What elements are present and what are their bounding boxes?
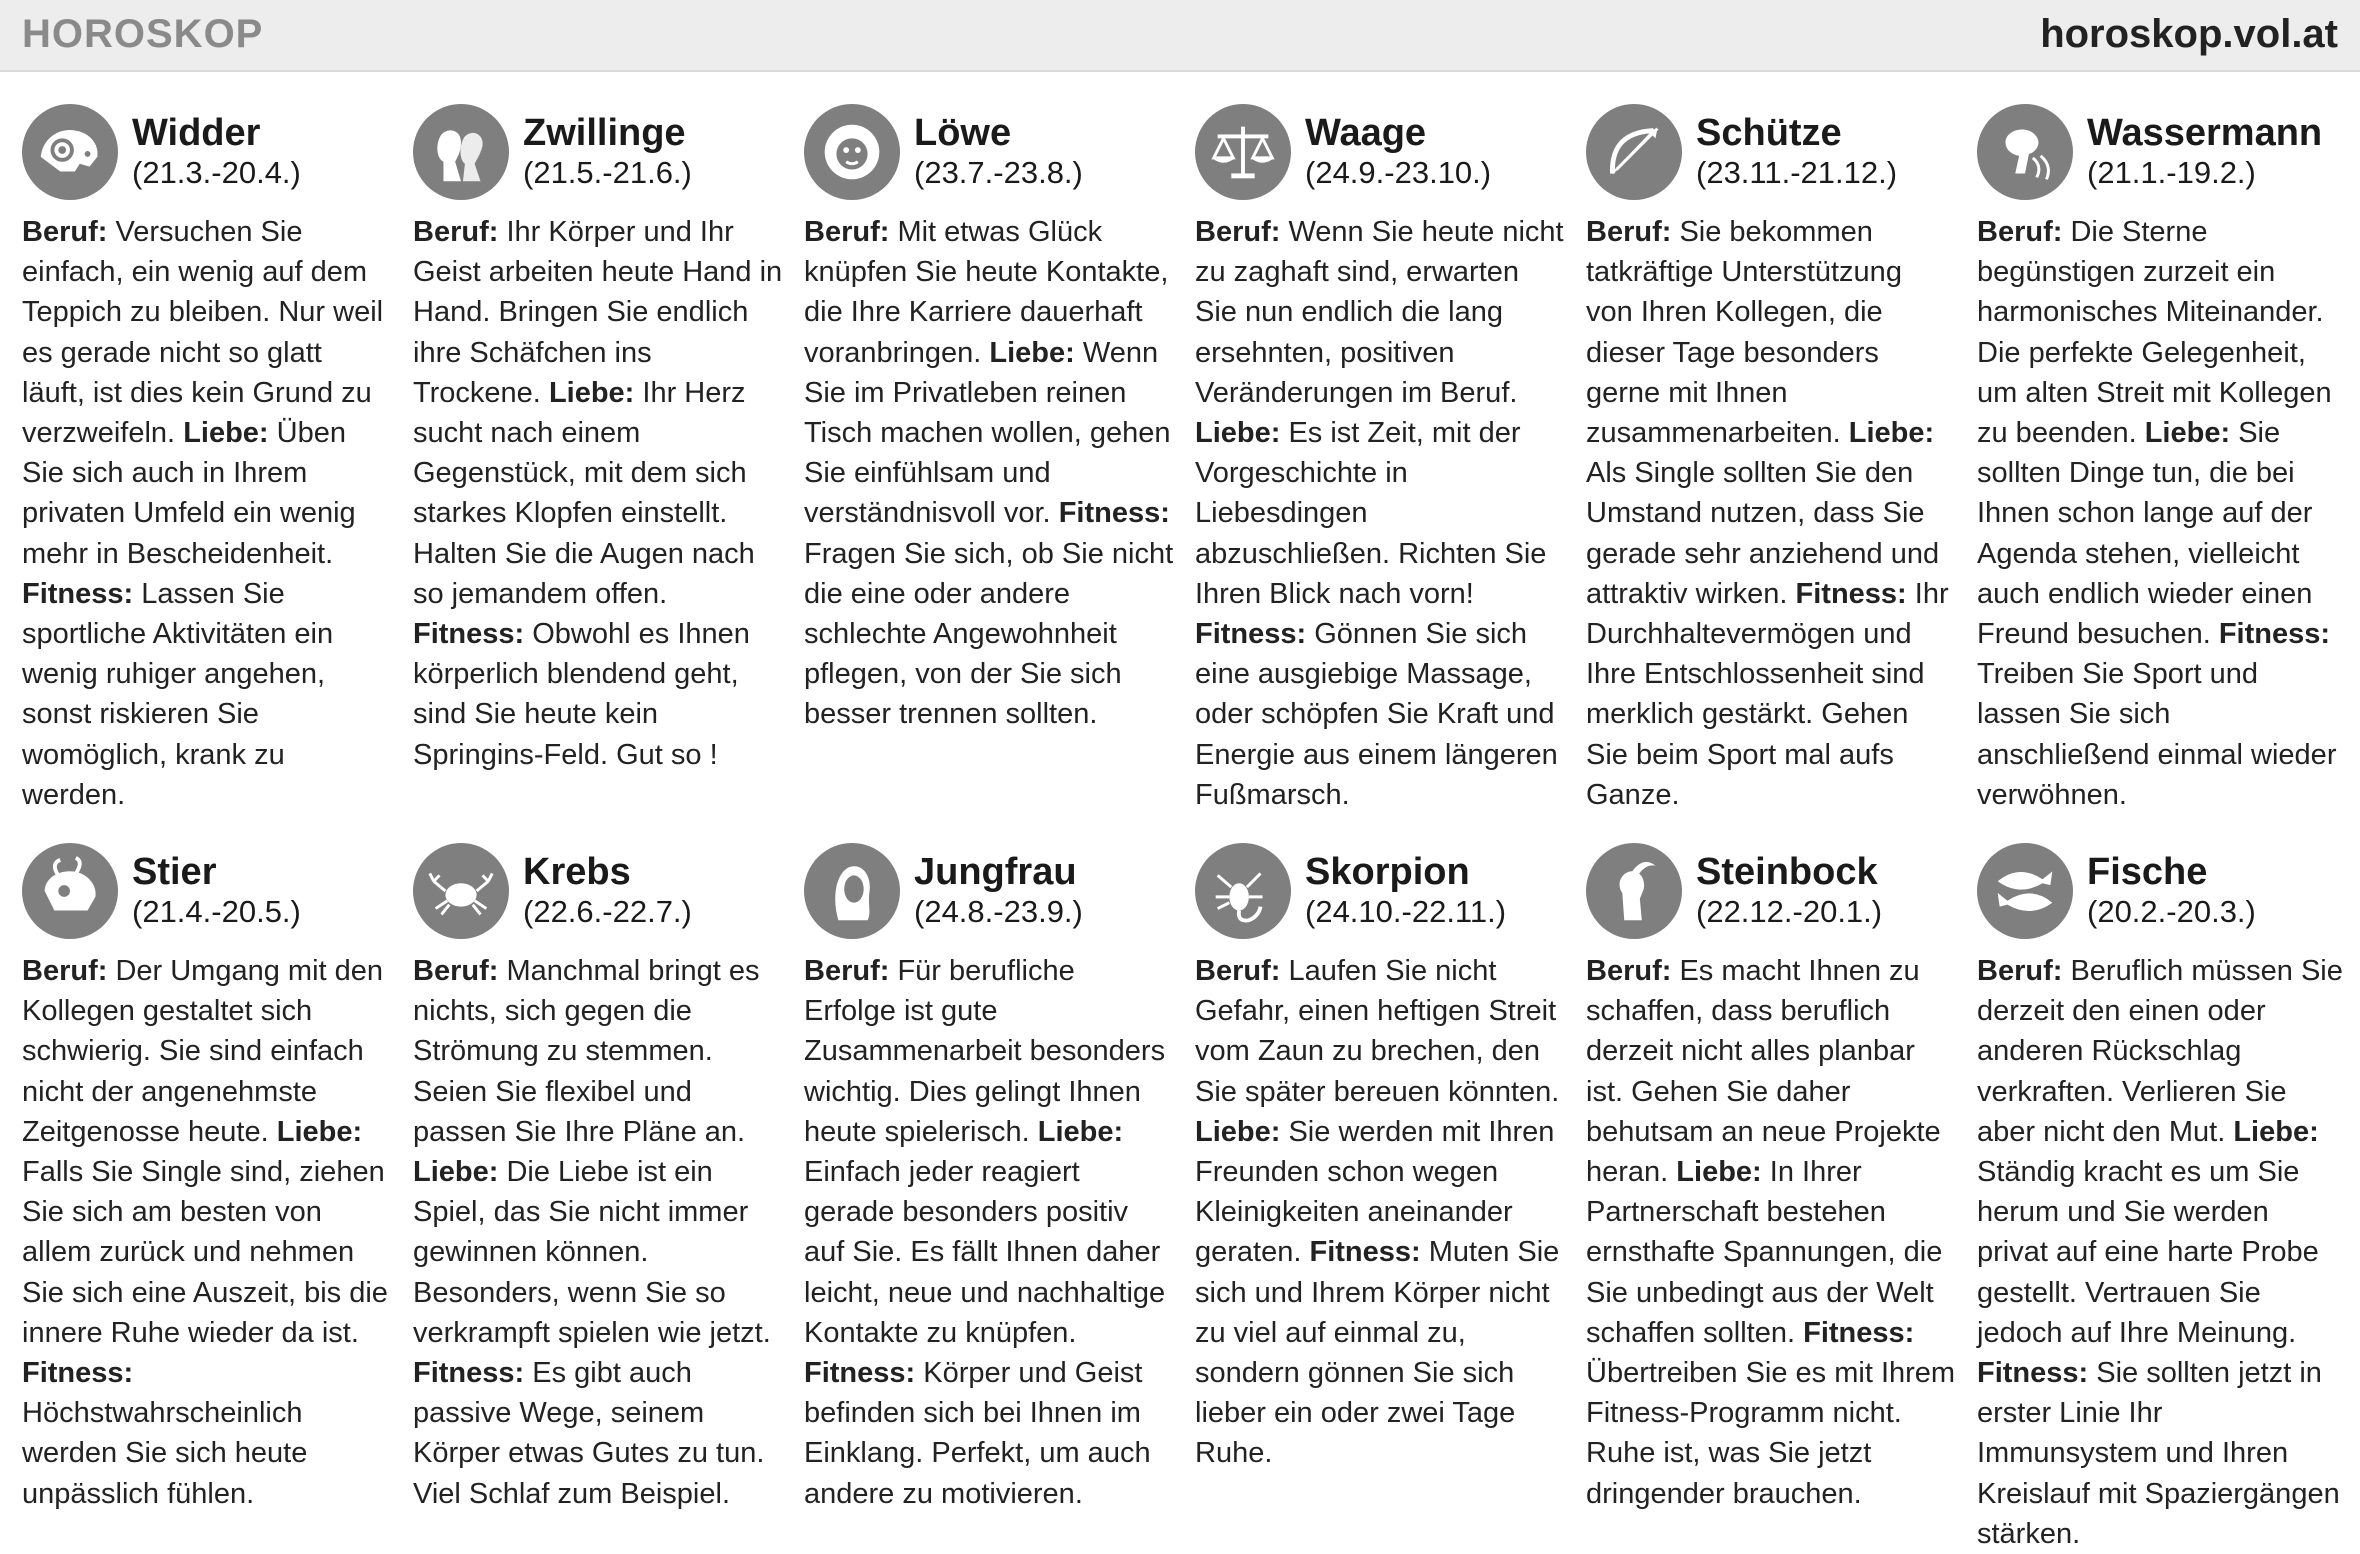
- site-url[interactable]: horoskop.vol.at: [2040, 12, 2338, 56]
- twins-icon: [413, 104, 509, 200]
- card-header: [1586, 839, 1956, 943]
- sign-heading: [2087, 112, 2322, 192]
- card-header: [804, 839, 1174, 943]
- card-header: [413, 839, 783, 943]
- beruf-label: Beruf:: [22, 955, 108, 988]
- liebe-label: Liebe:: [548, 376, 635, 409]
- liebe-text: Sie werden mit Ihren Freunden schon wegen Kleinigkeiten aneinander geraten.: [1195, 1115, 1555, 1269]
- lion-icon: [804, 104, 900, 200]
- horoscope-card-schütze: [1586, 100, 1956, 815]
- horoscope-text: [1586, 951, 1956, 1514]
- fitness-label: Fitness:: [1795, 577, 1907, 610]
- sign-name: Stier: [132, 851, 217, 894]
- beruf-text: Sie bekommen tatkräftige Unterstützung von Ihren Kollegen, die dieser Tage besonders gerne mit Ihnen zusammenarbeiten.: [1586, 216, 1902, 450]
- bull-icon: [22, 843, 118, 939]
- horoscope-card-fische: [1977, 839, 2347, 1554]
- fitness-label: Fitness:: [2218, 618, 2331, 651]
- beruf-text: Der Umgang mit den Kollegen gestaltet sich schwierig. Sie sind einfach nicht der angenehmste Zeitgenosse heute.: [22, 955, 384, 1148]
- sign-dates: (23.11.-21.12.): [1696, 155, 1898, 190]
- beruf-label: Beruf:: [1195, 216, 1281, 248]
- sign-dates: (21.5.-21.6.): [523, 155, 692, 190]
- scales-icon: [1195, 104, 1291, 200]
- card-header: [1195, 100, 1565, 204]
- card-header: [1977, 100, 2347, 204]
- liebe-text: Die Liebe ist ein Spiel, das Sie nicht immer gewinnen können. Besonders, wenn Sie so verkrampft spielen wie jetzt.: [413, 1156, 771, 1349]
- beruf-label: Beruf:: [1195, 955, 1281, 988]
- horoscope-card-skorpion: [1195, 839, 1565, 1554]
- liebe-label: Liebe:: [1195, 417, 1281, 450]
- sign-name: Krebs: [523, 851, 631, 894]
- sign-name: Steinbock: [1696, 851, 1878, 894]
- beruf-label: Beruf:: [804, 955, 890, 988]
- sign-name: Skorpion: [1305, 851, 1470, 894]
- horoscope-card-steinbock: [1586, 839, 1956, 1554]
- horoscope-text: [22, 951, 392, 1514]
- sign-heading: [2087, 851, 2256, 931]
- fitness-label: Fitness:: [1309, 1236, 1421, 1269]
- beruf-label: Beruf:: [1977, 216, 2063, 248]
- beruf-label: Beruf:: [1586, 955, 1672, 988]
- horoscope-text: [1977, 951, 2347, 1554]
- sign-heading: [914, 851, 1083, 931]
- horoscope-grid: [0, 100, 2360, 1554]
- liebe-text: Wenn Sie im Privatleben reinen Tisch machen wollen, gehen Sie einfühlsam und verständnisvoll vor.: [804, 336, 1171, 530]
- fitness-text: Lassen Sie sportliche Aktivitäten ein wenig ruhiger angehen, sonst riskieren Sie womöglich, krank zu werden.: [22, 577, 334, 811]
- card-header: [804, 100, 1174, 204]
- horoscope-text: [1586, 212, 1956, 815]
- liebe-text: Üben Sie sich auch in Ihrem privaten Umfeld ein wenig mehr in Bescheidenheit.: [22, 417, 356, 570]
- beruf-label: Beruf:: [413, 216, 499, 248]
- liebe-label: Liebe:: [2144, 417, 2231, 450]
- beruf-label: Beruf:: [413, 955, 499, 988]
- sign-heading: [132, 851, 301, 931]
- fitness-label: Fitness:: [1977, 1357, 2089, 1390]
- fitness-text: Körper und Geist befinden sich bei Ihnen im Einklang. Perfekt, um auch andere zu motivieren.: [804, 1357, 1151, 1510]
- horoscope-text: [804, 951, 1174, 1514]
- liebe-text: Sie sollten Dinge tun, die bei Ihnen schon lange auf der Agenda stehen, vielleicht auch endlich wieder einen Freund besuchen.: [1977, 417, 2313, 651]
- fitness-label: Fitness:: [22, 577, 134, 610]
- card-header: [413, 100, 783, 204]
- sign-dates: (22.12.-20.1.): [1696, 894, 1883, 930]
- card-header: [22, 100, 392, 204]
- horoscope-card-löwe: [804, 100, 1174, 815]
- fitness-label: Fitness:: [22, 1357, 134, 1390]
- sign-dates: (22.6.-22.7.): [523, 894, 692, 930]
- beruf-label: Beruf:: [1977, 955, 2063, 988]
- water-bearer-icon: [1977, 104, 2073, 200]
- horoscope-text: [1195, 951, 1565, 1474]
- beruf-text: Mit etwas Glück knüpfen Sie heute Kontakte, die Ihre Karriere dauerhaft voranbringen.: [804, 216, 1169, 369]
- fitness-label: Fitness:: [1058, 497, 1170, 530]
- card-header: [22, 839, 392, 943]
- liebe-label: Liebe:: [1848, 417, 1935, 450]
- sign-heading: [914, 112, 1083, 192]
- horoscope-card-widder: [22, 100, 392, 815]
- bow-icon: [1586, 104, 1682, 200]
- fitness-text: Übertreiben Sie es mit Ihrem Fitness-Programm nicht. Ruhe ist, was Sie jetzt dringender brauchen.: [1586, 1357, 1956, 1510]
- beruf-text: Ihr Körper und Ihr Geist arbeiten heute Hand in Hand. Bringen Sie endlich ihre Schäfchen ins Trockene.: [413, 216, 783, 409]
- horoscope-card-wassermann: [1977, 100, 2347, 815]
- liebe-text: In Ihrer Partnerschaft bestehen ernsthafte Spannungen, die Sie unbedingt aus der Welt schaffen sollten.: [1586, 1156, 1943, 1349]
- horoscope-text: [413, 212, 783, 775]
- ram-icon: [22, 104, 118, 200]
- beruf-label: Beruf:: [1586, 216, 1672, 248]
- page-header: [0, 0, 2360, 72]
- liebe-label: Liebe:: [989, 336, 1075, 369]
- liebe-label: Liebe:: [413, 1156, 499, 1189]
- liebe-text: Ihr Herz sucht nach einem Gegenstück, mit dem sich starkes Klopfen einstellt. Halten Sie die Augen nach so jemandem offen.: [413, 376, 755, 610]
- sign-heading: [1696, 851, 1882, 931]
- virgin-icon: [804, 843, 900, 939]
- horoscope-card-zwillinge: [413, 100, 783, 815]
- sign-dates: (21.1.-19.2.): [2087, 155, 2256, 190]
- liebe-label: Liebe:: [1037, 1115, 1124, 1148]
- beruf-label: Beruf:: [22, 216, 108, 248]
- liebe-label: Liebe:: [276, 1115, 363, 1148]
- fitness-text: Ihr Durchhaltevermögen und Ihre Entschlossenheit sind merklich gestärkt. Gehen Sie beim Sport mal aufs Ganze.: [1586, 577, 1949, 811]
- sign-name: Wassermann: [2087, 112, 2323, 154]
- sign-name: Waage: [1305, 112, 1427, 154]
- sign-heading: [523, 112, 692, 192]
- sign-dates: (24.10.-22.11.): [1305, 894, 1507, 930]
- sign-name: Zwillinge: [523, 112, 686, 154]
- card-header: [1977, 839, 2347, 943]
- beruf-text: Es macht Ihnen zu schaffen, dass beruflich derzeit nicht alles planbar ist. Gehen Sie daher behutsam an neue Projekte heran.: [1586, 955, 1941, 1189]
- sign-heading: [1305, 112, 1491, 192]
- sign-dates: (24.9.-23.10.): [1305, 155, 1492, 190]
- sign-dates: (21.4.-20.5.): [132, 894, 301, 930]
- liebe-text: Falls Sie Single sind, ziehen Sie sich am besten von allem zurück und nehmen Sie sich eine Auszeit, bis die innere Ruhe wieder da ist.: [22, 1156, 388, 1349]
- beruf-text: Versuchen Sie einfach, ein wenig auf dem Teppich zu bleiben. Nur weil es gerade nicht so glatt läuft, ist dies kein Grund zu verzweifeln.: [22, 216, 384, 450]
- sign-name: Schütze: [1696, 112, 1842, 154]
- fitness-label: Fitness:: [1195, 618, 1307, 651]
- fitness-label: Fitness:: [1803, 1316, 1915, 1349]
- fitness-text: Treiben Sie Sport und lassen Sie sich anschließend einmal wieder verwöhnen.: [1977, 658, 2337, 811]
- horoscope-card-krebs: [413, 839, 783, 1554]
- liebe-label: Liebe:: [183, 417, 269, 450]
- sign-heading: [523, 851, 692, 931]
- liebe-text: Ständig kracht es um Sie herum und Sie werden privat auf eine harte Probe gestellt. Vertrauen Sie jedoch auf Ihre Meinung.: [1977, 1156, 2319, 1349]
- beruf-text: Beruflich müssen Sie derzeit den einen oder anderen Rückschlag verkraften. Verlieren Sie aber nicht den Mut.: [1977, 955, 2343, 1148]
- sign-dates: (21.3.-20.4.): [132, 155, 301, 190]
- beruf-text: Wenn Sie heute nicht zu zaghaft sind, erwarten Sie nun endlich die lang ersehnten, positiven Veränderungen im Beruf.: [1195, 216, 1564, 409]
- sign-name: Widder: [132, 112, 261, 154]
- fitness-label: Fitness:: [804, 1357, 916, 1390]
- section-title: HOROSKOP: [22, 12, 264, 56]
- sign-dates: (20.2.-20.3.): [2087, 894, 2256, 930]
- horoscope-text: [1977, 212, 2347, 815]
- beruf-label: Beruf:: [804, 216, 890, 248]
- horoscope-card-jungfrau: [804, 839, 1174, 1554]
- horoscope-text: [413, 951, 783, 1514]
- horoscope-text: [1195, 212, 1565, 815]
- fitness-text: Obwohl es Ihnen körperlich blendend geht, sind Sie heute kein Springins-Feld. Gut so !: [413, 618, 750, 771]
- sign-name: Löwe: [914, 112, 1012, 154]
- beruf-text: Laufen Sie nicht Gefahr, einen heftigen Streit vom Zaun zu brechen, den Sie später bereuen könnten.: [1195, 955, 1560, 1108]
- fish-icon: [1977, 843, 2073, 939]
- beruf-text: Die Sterne begünstigen zurzeit ein harmonisches Miteinander. Die perfekte Gelegenheit, um alten Streit mit Kollegen zu beenden.: [1977, 216, 2332, 450]
- fitness-text: Höchstwahrscheinlich werden Sie sich heute unpässlich fühlen.: [22, 1397, 308, 1510]
- liebe-text: Es ist Zeit, mit der Vorgeschichte in Liebesdingen abzuschließen. Richten Sie Ihren Blick nach vorn!: [1195, 417, 1547, 610]
- fitness-label: Fitness:: [413, 1357, 525, 1390]
- sign-dates: (23.7.-23.8.): [914, 155, 1083, 190]
- horoscope-card-waage: [1195, 100, 1565, 815]
- liebe-text: Einfach jeder reagiert gerade besonders positiv auf Sie. Es fällt Ihnen daher leicht, neue und nachhaltige Kontakte zu knüpfen.: [804, 1156, 1166, 1349]
- fitness-label: Fitness:: [413, 618, 525, 651]
- sign-heading: [132, 112, 301, 192]
- liebe-label: Liebe:: [2233, 1115, 2319, 1148]
- sign-name: Jungfrau: [914, 851, 1077, 894]
- fitness-text: Fragen Sie sich, ob Sie nicht die eine oder andere schlechte Angewohnheit pflegen, von der Sie sich besser trennen sollten.: [804, 537, 1174, 731]
- beruf-text: Manchmal bringt es nichts, sich gegen die Strömung zu stemmen. Seien Sie flexibel und passen Sie Ihre Pläne an.: [413, 955, 760, 1148]
- liebe-label: Liebe:: [1195, 1115, 1281, 1148]
- sign-heading: [1696, 112, 1897, 192]
- card-header: [1195, 839, 1565, 943]
- fitness-text: Gönnen Sie sich eine ausgiebige Massage, oder schöpfen Sie Kraft und Energie aus einem längeren Fußmarsch.: [1195, 618, 1558, 811]
- crab-icon: [413, 843, 509, 939]
- horoscope-text: [804, 212, 1174, 735]
- fitness-text: Sie sollten jetzt in erster Linie Ihr Immunsystem und Ihren Kreislauf mit Spaziergängen stärken.: [1977, 1357, 2340, 1550]
- liebe-label: Liebe:: [1676, 1156, 1762, 1189]
- goat-icon: [1586, 843, 1682, 939]
- liebe-text: Als Single sollten Sie den Umstand nutzen, dass Sie gerade sehr anziehend und attraktiv wirken.: [1586, 457, 1940, 610]
- sign-dates: (24.8.-23.9.): [914, 894, 1083, 930]
- beruf-text: Für berufliche Erfolge ist gute Zusammenarbeit besonders wichtig. Dies gelingt Ihnen heute spielerisch.: [804, 955, 1166, 1148]
- card-header: [1586, 100, 1956, 204]
- fitness-text: Es gibt auch passive Wege, seinem Körper etwas Gutes zu tun. Viel Schlaf zum Beispiel.: [413, 1357, 765, 1510]
- sign-name: Fische: [2087, 851, 2208, 894]
- horoscope-card-stier: [22, 839, 392, 1554]
- scorpion-icon: [1195, 843, 1291, 939]
- horoscope-text: [22, 212, 392, 815]
- fitness-text: Muten Sie sich und Ihrem Körper nicht zu viel auf einmal zu, sondern gönnen Sie sich lieber ein oder zwei Tage Ruhe.: [1195, 1236, 1560, 1470]
- sign-heading: [1305, 851, 1506, 931]
